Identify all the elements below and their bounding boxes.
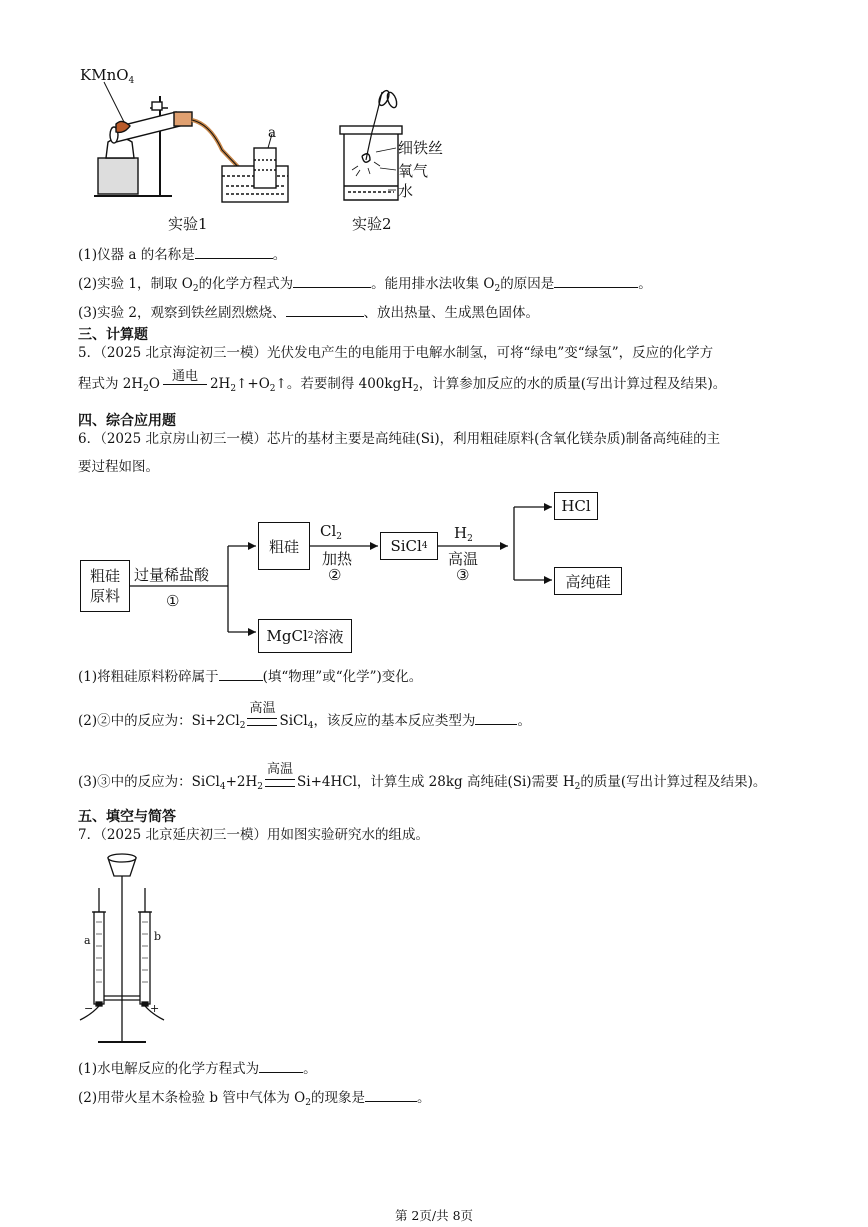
experiment2-apparatus (340, 89, 402, 200)
q6-line2: 要过程如图。 (78, 459, 159, 475)
experiment1-caption: 实验1 (168, 215, 208, 233)
box-crude-silicon: 粗硅 (258, 522, 310, 570)
label-excess-hcl: 过量稀盐酸 (134, 566, 210, 584)
water-label: 水 (398, 182, 414, 200)
positive-electrode-label: + (150, 1002, 160, 1015)
label-cl2: $Cl_2$ (320, 522, 343, 542)
oxygen-label: 氧气 (398, 162, 429, 180)
section3-title: 三、计算题 (78, 327, 148, 343)
box-mgcl2-solution: MgCl 2 溶液 (258, 619, 352, 653)
section4-title: 四、综合应用题 (78, 413, 176, 429)
q4-part3: (3)实验 2，观察到铁丝剧烈燃烧、 、放出热量、生成黑色固体。 (78, 305, 540, 321)
kmno4-label: KMnO$_4$ (80, 66, 135, 86)
step2-number: ② (328, 566, 342, 584)
q6-p3-condition: 高温 (266, 761, 293, 777)
box-pure-silicon: 高纯硅 (554, 567, 622, 595)
q6-line1: 6．（2025 北京房山初三一模）芯片的基材主要是高纯硅(Si)，利用粗硅原料(含氧化镁杂质)制备高纯硅的主 (78, 431, 721, 447)
q6-p2-condition: 高温 (249, 700, 276, 716)
negative-electrode-label: − (84, 1002, 94, 1015)
q4-part2: (2)实验 1，制取 $O_2$的化学方程式为 。能用排水法收集 $O_2$的原因是 。 (78, 276, 652, 294)
page-footer: 第 2页/共 8页 (394, 1208, 474, 1223)
tube-b-label: b (154, 930, 162, 943)
stand-base-block (98, 158, 138, 194)
step3-number: ③ (456, 566, 470, 584)
q4-part1: (1)仪器 a 的名称是 。 (78, 247, 287, 263)
q6-part1: (1)将粗硅原料粉碎属于 (填“物理”或“化学”)变化。 (78, 669, 423, 685)
q7-part2: (2)用带火星木条检验 b 管中气体为 $O_2$的现象是 。 (78, 1090, 431, 1108)
iron-wire-label: 细铁丝 (398, 139, 444, 157)
bottle-a-label: a (268, 125, 277, 141)
experiment1-apparatus (94, 82, 288, 202)
experiment2-caption: 实验2 (352, 215, 392, 233)
label-heat: 加热 (322, 550, 353, 568)
tube-a-label: a (84, 934, 91, 947)
box-sicl4: SiCl 4 (380, 532, 438, 560)
q7-part1: (1)水电解反应的化学方程式为 。 (78, 1061, 317, 1077)
q6-part2: (2)②中的反应为：$Si+2Cl_2$ 高温 SiCl$_4$，该反应的基本反应类型为 。 (78, 700, 531, 731)
q7-line1: 7．（2025 北京延庆初三一模）用如图实验研究水的组成。 (78, 827, 429, 843)
label-high-temp: 高温 (448, 550, 479, 568)
q6-part3: (3)③中的反应为：$SiCl_4+2H_2$ 高温 Si+4HCl，计算生成 28kg 高纯硅(Si)需要 $H_2$的质量(写出计算过程及结果)。 (78, 761, 767, 792)
q5-line1: 5．（2025 北京海淀初三一模）光伏发电产生的电能用于电解水制氢，可将“绿电”变“绿氢”，反应的化学方 (78, 345, 714, 361)
gas-collecting-bottle (254, 148, 276, 188)
box-hcl: HCl (554, 492, 598, 520)
section5-title: 五、填空与简答 (78, 809, 176, 825)
q5-condition: 通电 (171, 368, 198, 384)
box-raw-silicon: 粗硅 原料 (80, 560, 130, 612)
q5-line2: 程式为 $2H_2O$ 通电 $2H_2↑+O_2↑$。若要制得 400kgH$_2$，计算参加反应的水的质量(写出计算过程及结果)。 (78, 368, 727, 394)
step1-number: ① (166, 592, 180, 610)
label-h2: $H_2$ (454, 524, 473, 544)
